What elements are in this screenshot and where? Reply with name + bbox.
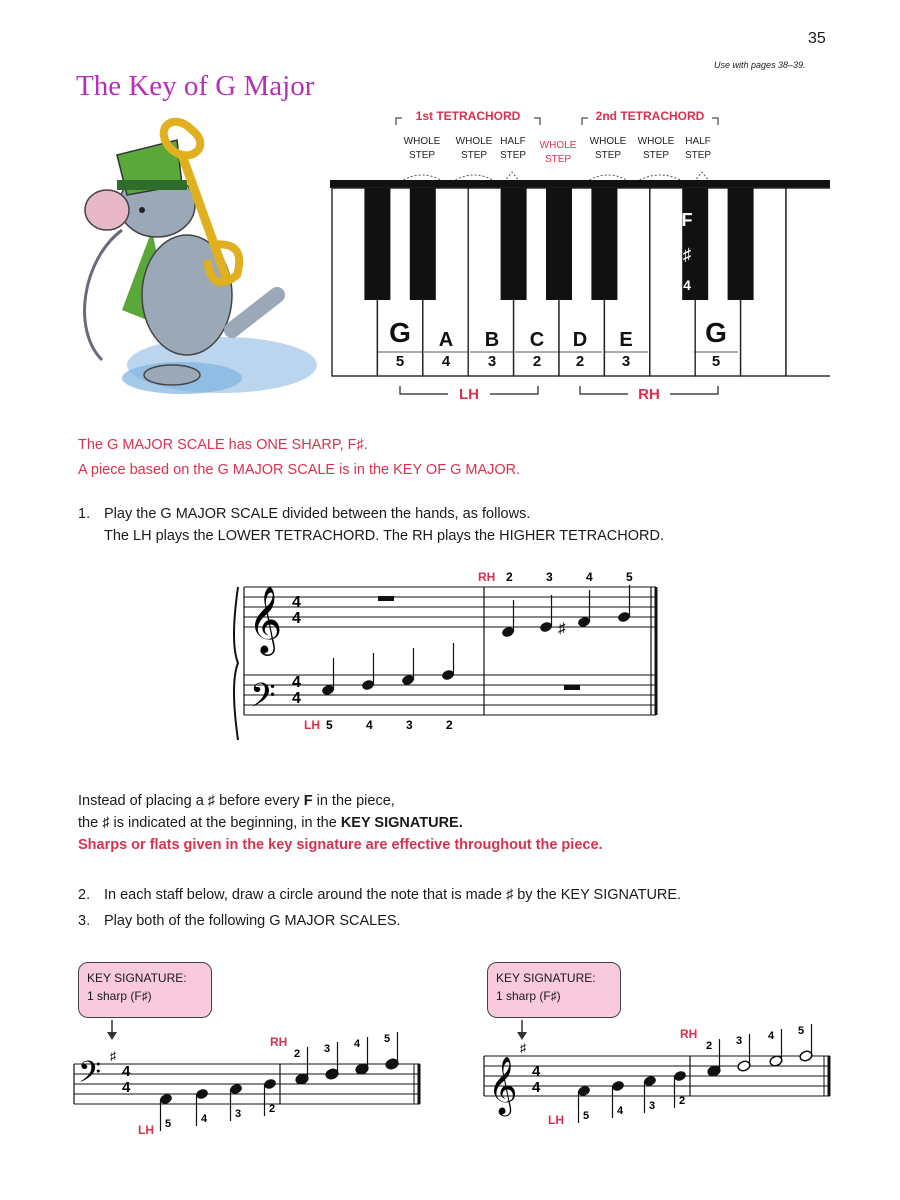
instruction-1-number: 1. — [78, 506, 91, 522]
treble-whole-rest — [378, 596, 394, 601]
treble-time-bottom: 4 — [292, 610, 301, 627]
step-label: STEP — [684, 150, 712, 161]
keysig-line-2: the ♯ is indicated at the beginning, in the KEY SIGNATURE. — [78, 815, 463, 831]
bass-time-bottom: 4 — [292, 690, 301, 707]
key-finger: 3 — [621, 353, 631, 370]
step-label: STEP — [544, 154, 572, 165]
rh-finger-label: RH — [478, 570, 496, 584]
step-labels — [404, 136, 712, 165]
intro-line-1: The G MAJOR SCALE has ONE SHARP, F♯. — [78, 437, 368, 453]
key-finger: 2 — [575, 353, 585, 370]
finger-number: 4 — [354, 1038, 361, 1050]
grand-staff — [228, 565, 668, 745]
black-key — [546, 188, 572, 300]
black-key — [728, 188, 754, 300]
finger-number: 5 — [384, 1033, 391, 1045]
intro-line-2: A piece based on the G MAJOR SCALE is in the KEY OF G MAJOR. — [78, 462, 521, 478]
mouse-with-key-illustration — [62, 110, 322, 405]
finger-number: 5 — [326, 718, 333, 732]
key-finger: 4 — [441, 353, 451, 370]
treble-clef: 𝄞 — [248, 587, 283, 652]
keysig-line-1: Instead of placing a ♯ before every F in the piece, — [78, 793, 395, 809]
instruction-2: In each staff below, draw a circle around the note that is made ♯ by the KEY SIGNATURE. — [104, 887, 682, 903]
svg-text:4: 4 — [532, 1063, 541, 1080]
svg-text:4: 4 — [122, 1079, 131, 1096]
step-label: HALF — [685, 136, 711, 147]
finger-number: 3 — [546, 570, 553, 584]
key-note-c: C — [529, 329, 545, 351]
rh-label: RH — [680, 1027, 698, 1041]
finger-number: 4 — [201, 1113, 208, 1125]
bass-scale-staff — [70, 1018, 430, 1143]
step-label: STEP — [642, 150, 670, 161]
use-with-note: Use with pages 38–39. — [714, 60, 806, 70]
key-sig-sharp: ♯ — [110, 1049, 116, 1063]
key-finger: 2 — [532, 353, 542, 370]
black-key-note-f: F — [681, 210, 693, 230]
black-key — [364, 188, 390, 300]
finger-number: 3 — [406, 718, 413, 732]
step-label: WHOLE — [455, 136, 493, 147]
black-key-sharp: ♯ — [682, 245, 692, 264]
finger-number: 2 — [294, 1048, 301, 1060]
finger-number: 2 — [506, 570, 513, 584]
instruction-2-number: 2. — [78, 887, 91, 903]
finger-number: 3 — [324, 1043, 331, 1055]
finger-number: 3 — [736, 1035, 743, 1047]
key-signature-callout-right: KEY SIGNATURE: 1 sharp (F♯) — [487, 962, 621, 1018]
black-key — [501, 188, 527, 300]
lh-finger-label: LH — [304, 718, 320, 732]
step-label: HALF — [500, 136, 526, 147]
finger-number: 5 — [165, 1118, 172, 1130]
treble-clef: 𝄞 — [488, 1057, 518, 1113]
finger-number: 4 — [617, 1105, 624, 1117]
svg-text:4: 4 — [122, 1063, 131, 1080]
page-number: 35 — [808, 30, 826, 47]
finger-number: 4 — [366, 718, 373, 732]
finger-number: 3 — [649, 1100, 656, 1112]
bass-time-top: 4 — [292, 674, 301, 691]
bass-clef: 𝄢 — [78, 1055, 102, 1096]
keyboard-diagram — [330, 100, 830, 410]
treble-scale-staff — [480, 1018, 840, 1143]
black-key-finger: 4 — [683, 277, 691, 293]
finger-number: 5 — [798, 1025, 805, 1037]
instruction-1-line-2: The LH plays the LOWER TETRACHORD. The RH plays the HIGHER TETRACHORD. — [104, 528, 664, 544]
key-finger: 5 — [711, 353, 721, 370]
key-finger: 3 — [487, 353, 497, 370]
key-note-g: G — [705, 317, 727, 348]
keysig-line-3: Sharps or flats given in the key signature are effective throughout the piece. — [78, 837, 603, 853]
key-signature-callout-left: KEY SIGNATURE: 1 sharp (F♯) — [78, 962, 212, 1018]
finger-number: 5 — [583, 1110, 590, 1122]
instruction-1-line-1: Play the G MAJOR SCALE divided between the hands, as follows. — [104, 506, 531, 522]
key-finger: 5 — [395, 353, 405, 370]
page-title: The Key of G Major — [76, 70, 315, 102]
key-note-a: A — [438, 329, 454, 351]
first-tetrachord-label: 1st TETRACHORD — [415, 109, 521, 123]
svg-text:4: 4 — [532, 1079, 541, 1096]
instruction-3: Play both of the following G MAJOR SCALES. — [104, 913, 401, 929]
finger-number: 3 — [235, 1108, 242, 1120]
fsharp-accidental: ♯ — [558, 620, 566, 637]
step-label: STEP — [594, 150, 622, 161]
rh-label: RH — [638, 386, 660, 403]
finger-number: 2 — [679, 1095, 686, 1107]
finger-number: 4 — [586, 570, 593, 584]
finger-number: 5 — [626, 570, 633, 584]
step-label: WHOLE — [403, 136, 441, 147]
bass-whole-rest — [564, 685, 580, 690]
second-tetrachord-label: 2nd TETRACHORD — [595, 109, 705, 123]
white-key — [786, 188, 830, 376]
step-label: STEP — [408, 150, 436, 161]
instruction-3-number: 3. — [78, 913, 91, 929]
step-label: WHOLE — [637, 136, 675, 147]
black-key — [591, 188, 617, 300]
finger-number: 4 — [768, 1030, 775, 1042]
key-sig-sharp: ♯ — [520, 1041, 526, 1055]
rh-label: RH — [270, 1035, 288, 1049]
lh-label: LH — [138, 1123, 154, 1137]
brace — [234, 587, 238, 740]
key-note-d: D — [572, 329, 588, 351]
key-note-b: B — [484, 329, 500, 351]
bass-clef: 𝄢 — [250, 678, 276, 722]
step-label: STEP — [499, 150, 527, 161]
key-note-g: G — [389, 317, 411, 348]
finger-number: 2 — [706, 1040, 713, 1052]
step-label: STEP — [460, 150, 488, 161]
black-key — [410, 188, 436, 300]
finger-number: 2 — [269, 1103, 276, 1115]
treble-time-top: 4 — [292, 594, 301, 611]
key-note-e: E — [619, 329, 633, 351]
lh-label: LH — [548, 1113, 564, 1127]
step-label: WHOLE — [539, 140, 577, 151]
step-label: WHOLE — [589, 136, 627, 147]
lh-label: LH — [459, 386, 479, 403]
finger-number: 2 — [446, 718, 453, 732]
